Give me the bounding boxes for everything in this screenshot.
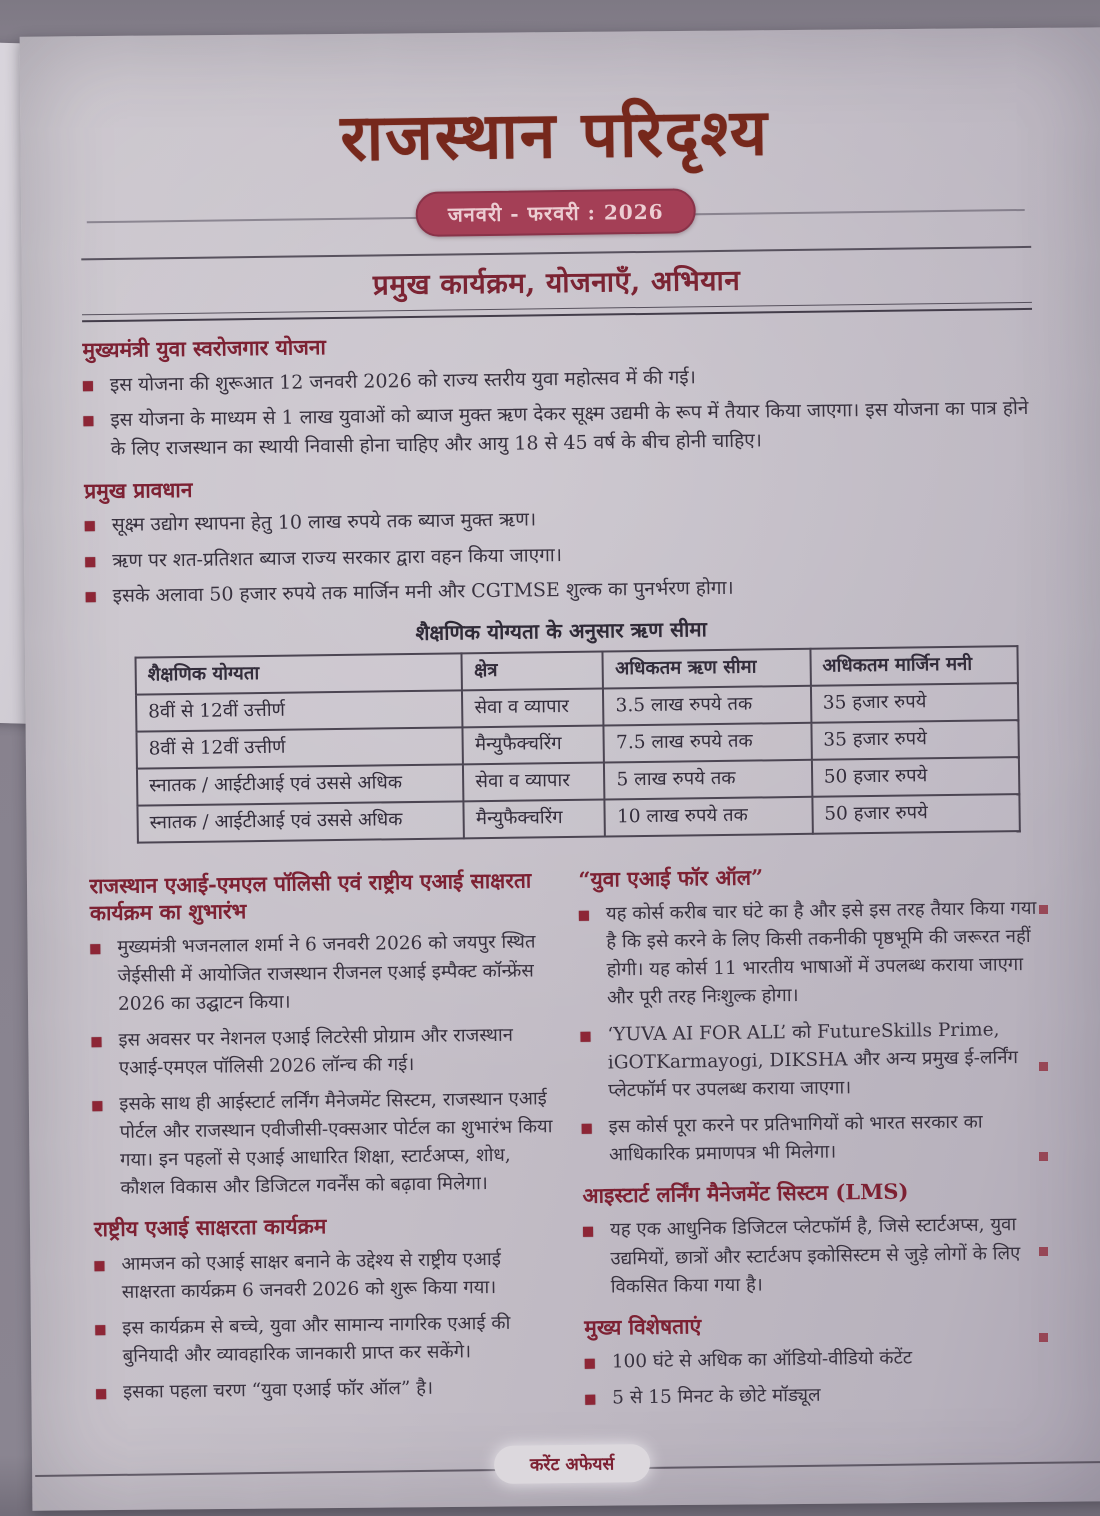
footer-badge: करेंट अफेयर्स xyxy=(494,1444,651,1484)
table-cell: 8वीं से 12वीं उत्तीर्ण xyxy=(136,690,463,731)
bullet-text: ‘YUVA AI FOR ALL’ को FutureSkills Prime, iGOTKarmayogi, DIKSHA और अन्य प्रमुख ई-लर्निंग प्लेटफॉर्म पर उपलब्ध कराया जाएगा। xyxy=(607,1018,1019,1102)
masthead xyxy=(79,90,1031,244)
page-content xyxy=(16,25,1100,1513)
table-cell: स्नातक / आईटीआई एवं उससे अधिक xyxy=(137,764,464,805)
section-banner-title: प्रमुख कार्यक्रम, योजनाएँ, अभियान xyxy=(372,263,741,302)
bullet-item xyxy=(92,1085,554,1203)
issue-row xyxy=(80,184,1031,244)
table-header-cell: क्षेत्र xyxy=(462,651,604,690)
bullet-square-icon xyxy=(583,1227,593,1237)
column-right xyxy=(578,848,1046,1421)
key-features-heading: मुख्य विशेषताएं xyxy=(584,1313,702,1340)
yuva-ai-heading: “युवा एआई फॉर ऑल” xyxy=(578,864,764,892)
bullet-square-icon xyxy=(85,557,95,567)
bullet-square-icon xyxy=(91,1037,101,1047)
magazine-title: राजस्थान परिदृश्य xyxy=(339,95,770,176)
bullet-item xyxy=(91,1021,553,1083)
page-bleed-bullet-icon xyxy=(1039,1062,1048,1071)
table-header-cell: अधिकतम ऋण सीमा xyxy=(603,649,811,689)
table-cell: 10 लाख रुपये तक xyxy=(605,797,813,837)
lms-heading: आइस्टार्ट लर्निंग मैनेजमेंट सिस्टम (LMS) xyxy=(582,1178,909,1208)
table-cell: 8वीं से 12वीं उत्तीर्ण xyxy=(136,727,463,768)
table-cell: स्नातक / आईटीआई एवं उससे अधिक xyxy=(137,801,464,842)
bullet-square-icon xyxy=(95,1325,105,1335)
bullet-text: सूक्ष्म उद्योग स्थापना हेतु 10 लाख रुपये तक ब्याज मुक्त ऋण। xyxy=(111,508,537,537)
bullet-item xyxy=(83,394,1034,463)
bullet-item xyxy=(585,1379,1046,1413)
table-cell: 3.5 लाख रुपये तक xyxy=(603,686,811,726)
lms-bullet-list xyxy=(583,1211,1045,1301)
bullet-text: 100 घंटे से अधिक का ऑडियो-वीडियो कंटेंट xyxy=(611,1347,913,1373)
bullet-text: आमजन को एआई साक्षर बनाने के उद्देश्य से राष्ट्रीय एआई साक्षरता कार्यक्रम 6 जनवरी 2026 को शुरू किया गया। xyxy=(121,1248,501,1303)
magazine-page xyxy=(20,27,1100,1510)
bullet-text: इस कार्यक्रम से बच्चे, युवा और सामान्य नागरिक एआई की बुनियादी और व्यावहारिक जानकारी प्राप्त कर सकेंगे। xyxy=(122,1312,511,1367)
bullet-item xyxy=(585,1343,1046,1377)
table-cell: 7.5 लाख रुपये तक xyxy=(604,723,812,763)
bullet-square-icon xyxy=(86,593,96,603)
table-cell: 35 हजार रुपये xyxy=(811,720,1019,760)
page-bleed-bullet-icon xyxy=(1039,1247,1048,1256)
table-cell: मैन्युफैक्चरिंग xyxy=(463,725,605,764)
ai-literacy-bullet-list xyxy=(94,1245,557,1408)
issue-badge: जनवरी - फरवरी : 2026 xyxy=(416,188,696,237)
column-left xyxy=(89,854,557,1427)
bullet-text: इसके साथ ही आईस्टार्ट लर्निंग मैनेजमेंट सिस्टम, राजस्थान एआई पोर्टल और राजस्थान एवीजीसी-एक्सआर पोर्टल का शुभारंभ किया गया। इन पहलों से एआई आधारित शिक्षा, स्टार्टअप्स, शोध, कौशल विकास और डिजिटल गवर्नेंस को बढ़ावा मिलेगा। xyxy=(119,1088,553,1200)
table-cell: 50 हजार रुपये xyxy=(812,794,1020,834)
bullet-text: इस योजना के माध्यम से 1 लाख युवाओं को ब्याज मुक्त ऋण देकर सूक्ष्म उद्यमी के रूप में तैयार किया जाएगा। इस योजना का पात्र होने के लिए राजस्थान का स्थायी निवासी होना चाहिए और आयु 18 से 45 वर्ष के बीच होनी चाहिए। xyxy=(110,397,1029,460)
bullet-square-icon xyxy=(579,911,589,921)
bullet-item xyxy=(83,359,1033,400)
bullet-item xyxy=(96,1373,557,1407)
bullet-square-icon xyxy=(94,1261,104,1271)
two-column-section xyxy=(89,848,1046,1428)
table-cell: मैन्युफैक्चरिंग xyxy=(464,799,606,838)
page-bleed-bullet-icon xyxy=(1039,1333,1048,1342)
ai-policy-bullet-list xyxy=(90,929,554,1204)
bullet-square-icon xyxy=(585,1395,595,1405)
ai-literacy-heading: राष्ट्रीय एआई साक्षरता कार्यक्रम xyxy=(93,1213,327,1242)
bullet-square-icon xyxy=(96,1389,106,1399)
loan-table-title: शैक्षणिक योग्यता के अनुसार ऋण सीमा xyxy=(415,617,708,645)
yuva-ai-bullet-list xyxy=(579,895,1043,1170)
bullet-item xyxy=(580,1015,1042,1105)
table-header-cell: शैक्षणिक योग्यता xyxy=(136,653,463,694)
table-cell: 35 हजार रुपये xyxy=(811,683,1019,723)
bullet-square-icon xyxy=(585,1359,595,1369)
bullet-item xyxy=(583,1211,1045,1301)
provisions-heading: प्रमुख प्रावधान xyxy=(84,477,193,504)
table-cell: सेवा व व्यापार xyxy=(462,688,604,727)
bullet-text: मुख्यमंत्री भजनलाल शर्मा ने 6 जनवरी 2026 को जयपुर स्थित जेईसीसी में आयोजित राजस्थान रीजनल एआई इम्पैक्ट कॉन्फ्रेंस 2026 का उद्घाटन किया। xyxy=(117,931,536,1015)
bullet-item xyxy=(85,535,1035,576)
bullet-text: इस योजना की शुरूआत 12 जनवरी 2026 को राज्य स्तरीय युवा महोत्सव में की गई। xyxy=(109,365,696,396)
table-cell: 50 हजार रुपये xyxy=(812,757,1020,797)
bullet-text: इसके अलावा 50 हजार रुपये तक मार्जिन मनी और CGTMSE शुल्क का पुनर्भरण होगा। xyxy=(112,577,734,608)
table-header-cell: अधिकतम मार्जिन मनी xyxy=(810,646,1018,686)
bullet-item xyxy=(582,1108,1044,1170)
bullet-text: यह एक आधुनिक डिजिटल प्लेटफॉर्म है, जिसे स्टार्टअप्स, युवा उद्यमियों, छात्रों और स्टार्टअप इकोसिस्टम से जुड़े लोगों के लिए विकसित किया गया है। xyxy=(609,1214,1021,1298)
page-bleed-bullet-icon xyxy=(1039,905,1048,914)
page-footer xyxy=(97,1439,1048,1497)
bullet-item xyxy=(90,929,552,1019)
bullet-square-icon xyxy=(85,522,95,532)
bullet-item xyxy=(85,499,1035,540)
loan-table xyxy=(134,645,1020,843)
bullet-text: ऋण पर शत-प्रतिशत ब्याज राज्य सरकार द्वारा वहन किया जाएगा। xyxy=(112,544,563,572)
section-banner xyxy=(81,246,1032,323)
bullet-text: यह कोर्स करीब चार घंटे का है और इसे इस तरह तैयार किया गया है कि इसे करने के लिए किसी तकनीकी पृष्ठभूमि की जरूरत नहीं होगी। यह कोर्स 11 भारतीय भाषाओं में उपलब्ध कराया जाएगा और पूरी तरह निःशुल्क होगा। xyxy=(605,897,1037,1009)
bullet-square-icon xyxy=(92,1101,102,1111)
bullet-text: इसका पहला चरण “युवा एआई फॉर ऑल” है। xyxy=(122,1377,434,1403)
bullet-text: इस कोर्स पूरा करने पर प्रतिभागियों को भारत सरकार का आधिकारिक प्रमाणपत्र भी मिलेगा। xyxy=(608,1111,983,1166)
scheme-bullet-list xyxy=(83,359,1034,464)
ai-policy-heading: राजस्थान एआई-एमएल पॉलिसी एवं राष्ट्रीय एआई साक्षरता कार्यक्रम का शुभारंभ xyxy=(89,867,532,926)
scheme-heading: मुख्यमंत्री युवा स्वरोजगार योजना xyxy=(82,334,327,363)
bullet-text: इस अवसर पर नेशनल एआई लिटरेसी प्रोग्राम और राजस्थान एआई-एमएल पॉलिसी 2026 लॉन्च की गई। xyxy=(118,1024,514,1079)
table-cell: 5 लाख रुपये तक xyxy=(604,760,812,800)
bullet-square-icon xyxy=(582,1124,592,1134)
bullet-item xyxy=(579,895,1041,1013)
key-features-bullet-list xyxy=(585,1343,1047,1413)
bullet-square-icon xyxy=(580,1031,590,1041)
bullet-square-icon xyxy=(90,945,100,955)
bullet-item xyxy=(86,570,1036,611)
provisions-bullet-list xyxy=(85,499,1036,611)
page-bleed-bullet-icon xyxy=(1039,1152,1048,1161)
bullet-item xyxy=(94,1245,556,1307)
table-cell: सेवा व व्यापार xyxy=(463,762,605,801)
bullet-item xyxy=(95,1309,557,1371)
bullet-text: 5 से 15 मिनट के छोटे मॉड्यूल xyxy=(612,1384,821,1409)
bullet-square-icon xyxy=(83,381,93,391)
bullet-square-icon xyxy=(83,416,93,426)
